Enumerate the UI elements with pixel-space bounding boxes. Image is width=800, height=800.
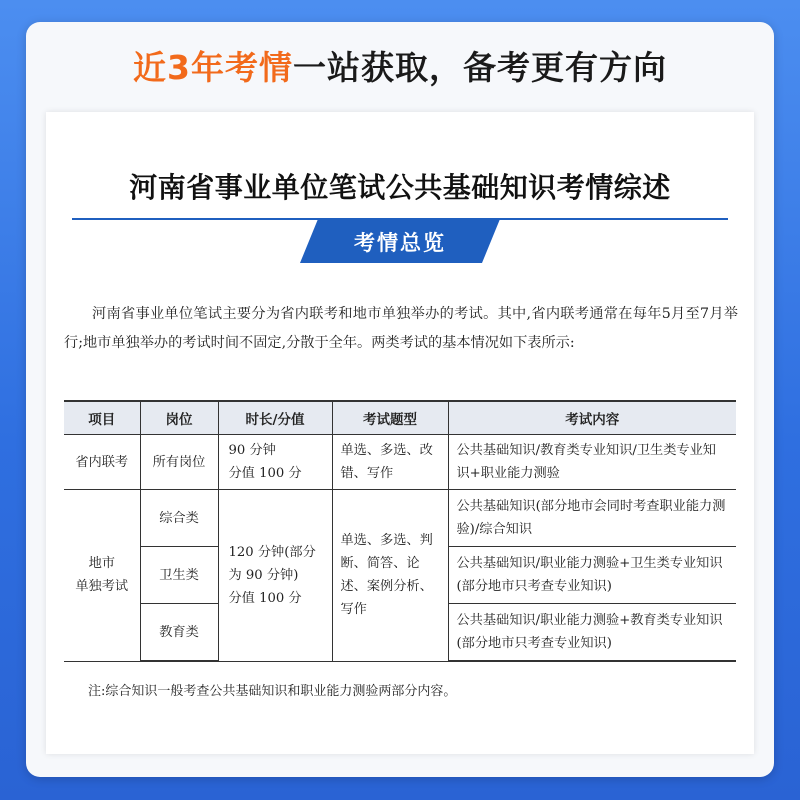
exam-table	[64, 400, 736, 662]
cell-post: 所有岗位	[140, 435, 218, 490]
cell-content: 公共基础知识/职业能力测验+卫生类专业知识(部分地市只考查专业知识)	[448, 547, 736, 604]
section-label: 考情总览	[354, 230, 446, 255]
cell-content: 公共基础知识(部分地市会同时考查职业能力测验)/综合知识	[448, 490, 736, 547]
document-title: 河南省事业单位笔试公共基础知识考情综述	[129, 171, 671, 204]
cell-post: 教育类	[140, 604, 218, 662]
cell-content: 公共基础知识/教育类专业知识/卫生类专业知识+职业能力测验	[448, 435, 736, 490]
table-row	[64, 490, 736, 547]
header-item: 项目	[64, 401, 140, 435]
header-post: 岗位	[140, 401, 218, 435]
headline-highlight: 近3年考情	[133, 48, 293, 87]
table-note: 注:综合知识一般考查公共基础知识和职业能力测验两部分内容。	[88, 684, 457, 699]
header-content: 考试内容	[448, 401, 736, 435]
cell-duration: 90 分钟 分值 100 分	[218, 435, 332, 490]
header-duration: 时长/分值	[218, 401, 332, 435]
header-types: 考试题型	[332, 401, 448, 435]
cell-duration: 120 分钟(部分为 90 分钟) 分值 100 分	[218, 490, 332, 662]
cell-post: 综合类	[140, 490, 218, 547]
headline-rest: 一站获取，备考更有方向	[292, 48, 667, 87]
table-header-row	[64, 401, 736, 435]
cell-types: 单选、多选、判断、简答、论述、案例分析、写作	[332, 490, 448, 662]
section-banner	[300, 219, 500, 263]
cell-content: 公共基础知识/职业能力测验+教育类专业知识(部分地市只考查专业知识)	[448, 604, 736, 662]
intro-paragraph: 河南省事业单位笔试主要分为省内联考和地市单独举办的考试。其中,省内联考通常在每年5月至7月举行;地市单独举办的考试时间不固定,分散于全年。两类考试的基本情况如下表所示:	[64, 306, 738, 351]
cell-item: 省内联考	[64, 435, 140, 490]
headline	[0, 42, 800, 89]
cell-post: 卫生类	[140, 547, 218, 604]
table-row	[64, 435, 736, 490]
cell-types: 单选、多选、改错、写作	[332, 435, 448, 490]
cell-item: 地市 单独考试	[64, 490, 140, 662]
